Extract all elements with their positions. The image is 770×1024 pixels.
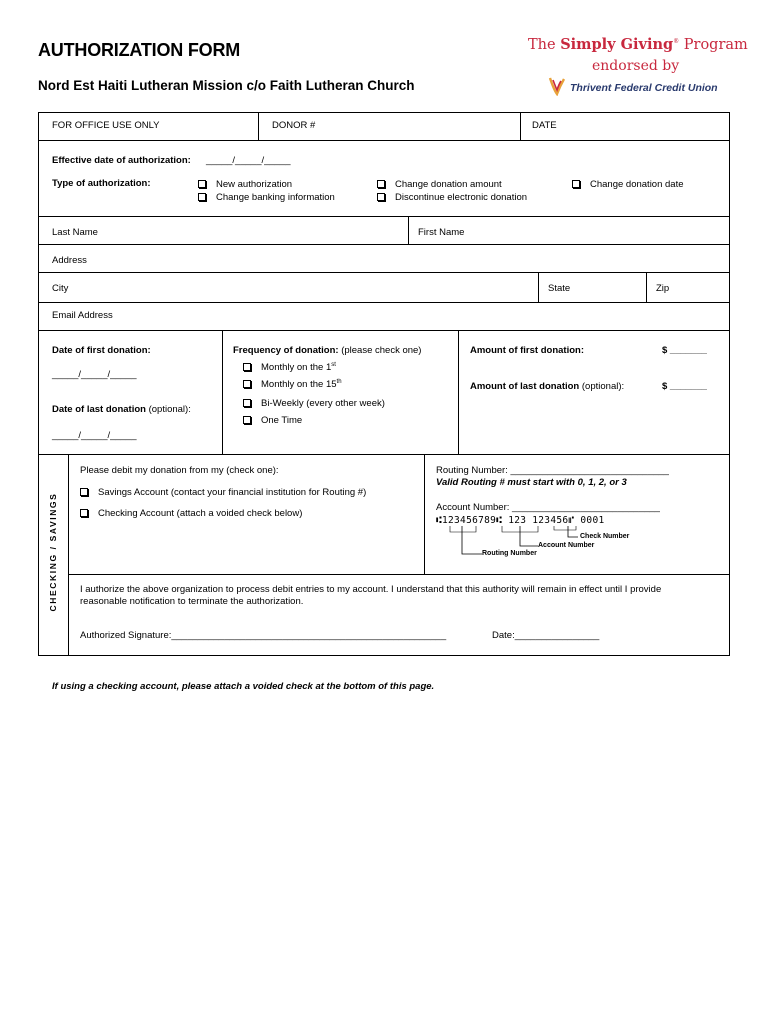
form-title: AUTHORIZATION FORM [38, 40, 241, 60]
donation-col-divider-2 [458, 330, 459, 454]
one-time-label: One Time [261, 415, 303, 426]
checking-savings-side-label [38, 455, 68, 655]
authorization-divider [38, 216, 730, 217]
simply-giving-logo [520, 36, 748, 106]
logo-suffix: Program [683, 37, 748, 53]
address-row-divider [38, 272, 730, 273]
organization-name: Nord Est Haiti Lutheran Mission c/o Faith Lutheran Church [38, 78, 415, 93]
last-date-label-text: Date of last donation [52, 404, 146, 415]
check-number-caption: Check Number [580, 533, 630, 540]
logo-endorsed: endorsed by [592, 58, 680, 74]
checkbox-icon[interactable] [243, 399, 251, 407]
biweekly-label: Bi-Weekly (every other week) [261, 398, 385, 409]
checkbox-icon[interactable] [377, 180, 385, 188]
first-amount-input[interactable]: $ _______ [662, 345, 707, 356]
last-donation-date-label [52, 404, 191, 415]
checkbox-icon[interactable] [198, 180, 206, 188]
effective-date-label-text: Effective date of authorization: [52, 155, 191, 166]
change-banking-label: Change banking information [216, 192, 335, 203]
banking-col-divider [424, 454, 425, 574]
routing-bracket [462, 526, 482, 554]
monthly-15th-label: Monthly on the 15 [261, 379, 337, 391]
side-label-divider [68, 454, 69, 656]
city-field[interactable]: City [52, 283, 69, 294]
first-amount-label: Amount of first donation: [470, 345, 584, 356]
frequency-label-text: Frequency of donation: [233, 345, 339, 356]
logo-brand: Simply Giving [560, 36, 674, 53]
effective-date-label [52, 155, 191, 166]
office-date-field[interactable]: DATE [532, 120, 557, 131]
change-banking-checkbox[interactable] [198, 192, 335, 203]
thrivent-logo-icon [548, 76, 566, 96]
last-amount-label [470, 381, 624, 392]
donor-number-field[interactable]: DONOR # [272, 120, 316, 131]
account-number-input[interactable]: Account Number: ____________________________ [436, 502, 660, 513]
debit-instruction: Please debit my donation from my (check one): [80, 465, 279, 476]
logo-prefix: The [528, 37, 556, 53]
email-field[interactable]: Email Address [52, 310, 113, 321]
donation-col-divider-1 [222, 330, 223, 454]
last-date-optional: (optional): [148, 404, 191, 415]
savings-account-label: Savings Account (contact your financial institution for Routing #) [98, 487, 367, 498]
micr-line: ⑆123456789⑆ 123 123456⑈ 0001 [436, 515, 605, 526]
routing-number-caption: Routing Number [482, 550, 537, 557]
authorization-statement: I authorize the above organization to process debit entries to my account. I understand that this authority will remain in effect until I provide reasonable notification to terminate the authorization. [80, 584, 662, 607]
for-office-use-label: FOR OFFICE USE ONLY [52, 120, 160, 131]
biweekly-checkbox[interactable] [243, 398, 385, 409]
monthly-1st-checkbox[interactable] [243, 362, 336, 373]
one-time-checkbox[interactable] [243, 415, 302, 426]
city-row-divider [38, 302, 730, 303]
type-of-authorization-label: Type of authorization: [52, 178, 151, 189]
last-amount-label-text: Amount of last donation [470, 381, 580, 392]
account-number-caption: Account Number [538, 542, 595, 549]
new-authorization-checkbox[interactable] [198, 179, 292, 190]
address-field[interactable]: Address [52, 255, 87, 266]
first-name-field[interactable]: First Name [418, 227, 465, 238]
last-amount-input[interactable]: $ _______ [662, 381, 707, 392]
frequency-label [233, 345, 421, 356]
first-donation-date-input[interactable]: _____/_____/_____ [52, 369, 137, 380]
logo-credit-union: Thrivent Federal Credit Union [570, 82, 718, 94]
checkbox-icon[interactable] [243, 363, 251, 371]
state-col-divider [646, 272, 647, 302]
checkbox-icon[interactable] [80, 488, 88, 496]
name-row-divider [38, 244, 730, 245]
office-row-divider [38, 140, 730, 141]
first-donation-date-label: Date of first donation: [52, 345, 151, 356]
logo-line1: The Simply Giving® Program [528, 36, 748, 53]
email-row-divider [38, 330, 730, 331]
change-amount-label: Change donation amount [395, 179, 502, 190]
check-brace [554, 526, 576, 530]
discontinue-label: Discontinue electronic donation [395, 192, 528, 203]
effective-date-input[interactable]: _____/_____/_____ [206, 155, 291, 166]
city-col-divider [538, 272, 539, 302]
new-authorization-label: New authorization [216, 179, 293, 190]
checkbox-icon[interactable] [243, 380, 251, 388]
state-field[interactable]: State [548, 283, 571, 294]
frequency-hint: (please check one) [341, 345, 422, 356]
last-amount-optional: (optional): [581, 381, 625, 392]
voided-check-note: If using a checking account, please attach a voided check at the bottom of this page. [52, 681, 435, 692]
office-col-divider-2 [520, 112, 521, 140]
monthly-15th-checkbox[interactable] [243, 379, 342, 390]
name-col-divider [408, 216, 409, 244]
account-bracket [520, 526, 538, 546]
routing-note: Valid Routing # must start with 0, 1, 2, or 3 [436, 477, 627, 488]
routing-number-input[interactable]: Routing Number: ______________________________ [436, 465, 669, 476]
side-label-text: CHECKING / SAVINGS [48, 492, 58, 612]
checkbox-icon[interactable] [80, 509, 88, 517]
checking-account-checkbox[interactable] [80, 508, 302, 519]
change-date-checkbox[interactable] [572, 179, 684, 190]
signature-date-line[interactable]: Date:________________ [492, 630, 600, 641]
last-donation-date-input[interactable]: _____/_____/_____ [52, 430, 137, 441]
monthly-1st-sup: st [331, 362, 336, 368]
last-name-field[interactable]: Last Name [52, 227, 98, 238]
change-amount-checkbox[interactable] [377, 179, 502, 190]
checkbox-icon[interactable] [243, 416, 251, 424]
check-bracket [568, 526, 578, 537]
donation-row-divider [38, 454, 730, 455]
discontinue-checkbox[interactable] [377, 192, 527, 203]
routing-brace [450, 526, 476, 532]
zip-field[interactable]: Zip [656, 283, 670, 294]
office-col-divider-1 [258, 112, 259, 140]
checking-account-label: Checking Account (attach a voided check below) [98, 508, 303, 519]
checkbox-icon[interactable] [198, 193, 206, 201]
banking-row-divider [68, 574, 730, 575]
checkbox-icon[interactable] [572, 180, 580, 188]
monthly-15th-sup: th [336, 379, 342, 385]
monthly-1st-label: Monthly on the 1 [261, 362, 332, 374]
checkbox-icon[interactable] [377, 193, 385, 201]
signature-line[interactable]: Authorized Signature:____________________________________________________ [80, 630, 447, 641]
savings-account-checkbox[interactable] [80, 487, 366, 498]
change-date-label: Change donation date [590, 179, 684, 190]
